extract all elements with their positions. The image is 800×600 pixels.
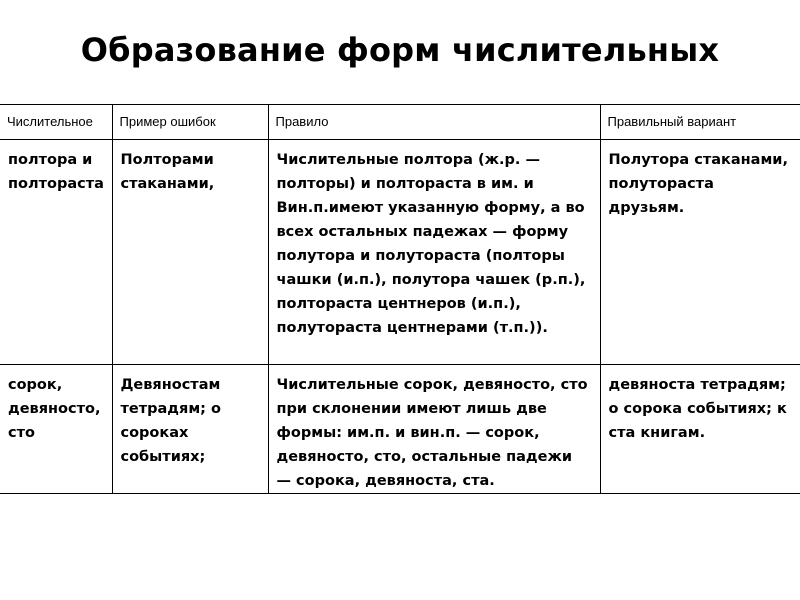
- cell-numeral: полтора и полтораста: [0, 140, 112, 365]
- cell-rule: Числительные полтора (ж.р. — полторы) и полтораста в им. и Вин.п.имеют указанную форму, а во всех остальных падежах — форму полутора и полутораста (полторы чашки (и.п.), полутора чашек (р.п.), полтораста центнеров (и.п.), полутораста центнерами (т.п.)).: [268, 140, 600, 365]
- cell-correct-variant: девяноста тетрадям; о сорока событиях; к ста книгам.: [600, 365, 800, 494]
- header-numeral: Числительное: [0, 105, 112, 140]
- cell-rule: Числительные сорок, девяносто, сто при склонении имеют лишь две формы: им.п. и вин.п. — сорок, девяносто, сто, остальные падежи — сорока, девяноста, ста.: [268, 365, 600, 494]
- table-row: [0, 140, 800, 365]
- header-rule: Правило: [268, 105, 600, 140]
- cell-numeral: сорок, девяносто, сто: [0, 365, 112, 494]
- table-row: [0, 365, 800, 494]
- cell-error-example: Полторами стаканами,: [112, 140, 268, 365]
- table-header-row: [0, 105, 800, 140]
- cell-error-example: Девяностам тетрадям; о сороках событиях;: [112, 365, 268, 494]
- cell-correct-variant: Полутора стаканами, полутораста друзьям.: [600, 140, 800, 365]
- slide-title: Образование форм числительных: [80, 31, 720, 69]
- numerals-table: [0, 104, 800, 494]
- header-correct-variant: Правильный вариант: [600, 105, 800, 140]
- header-error-example: Пример ошибок: [112, 105, 268, 140]
